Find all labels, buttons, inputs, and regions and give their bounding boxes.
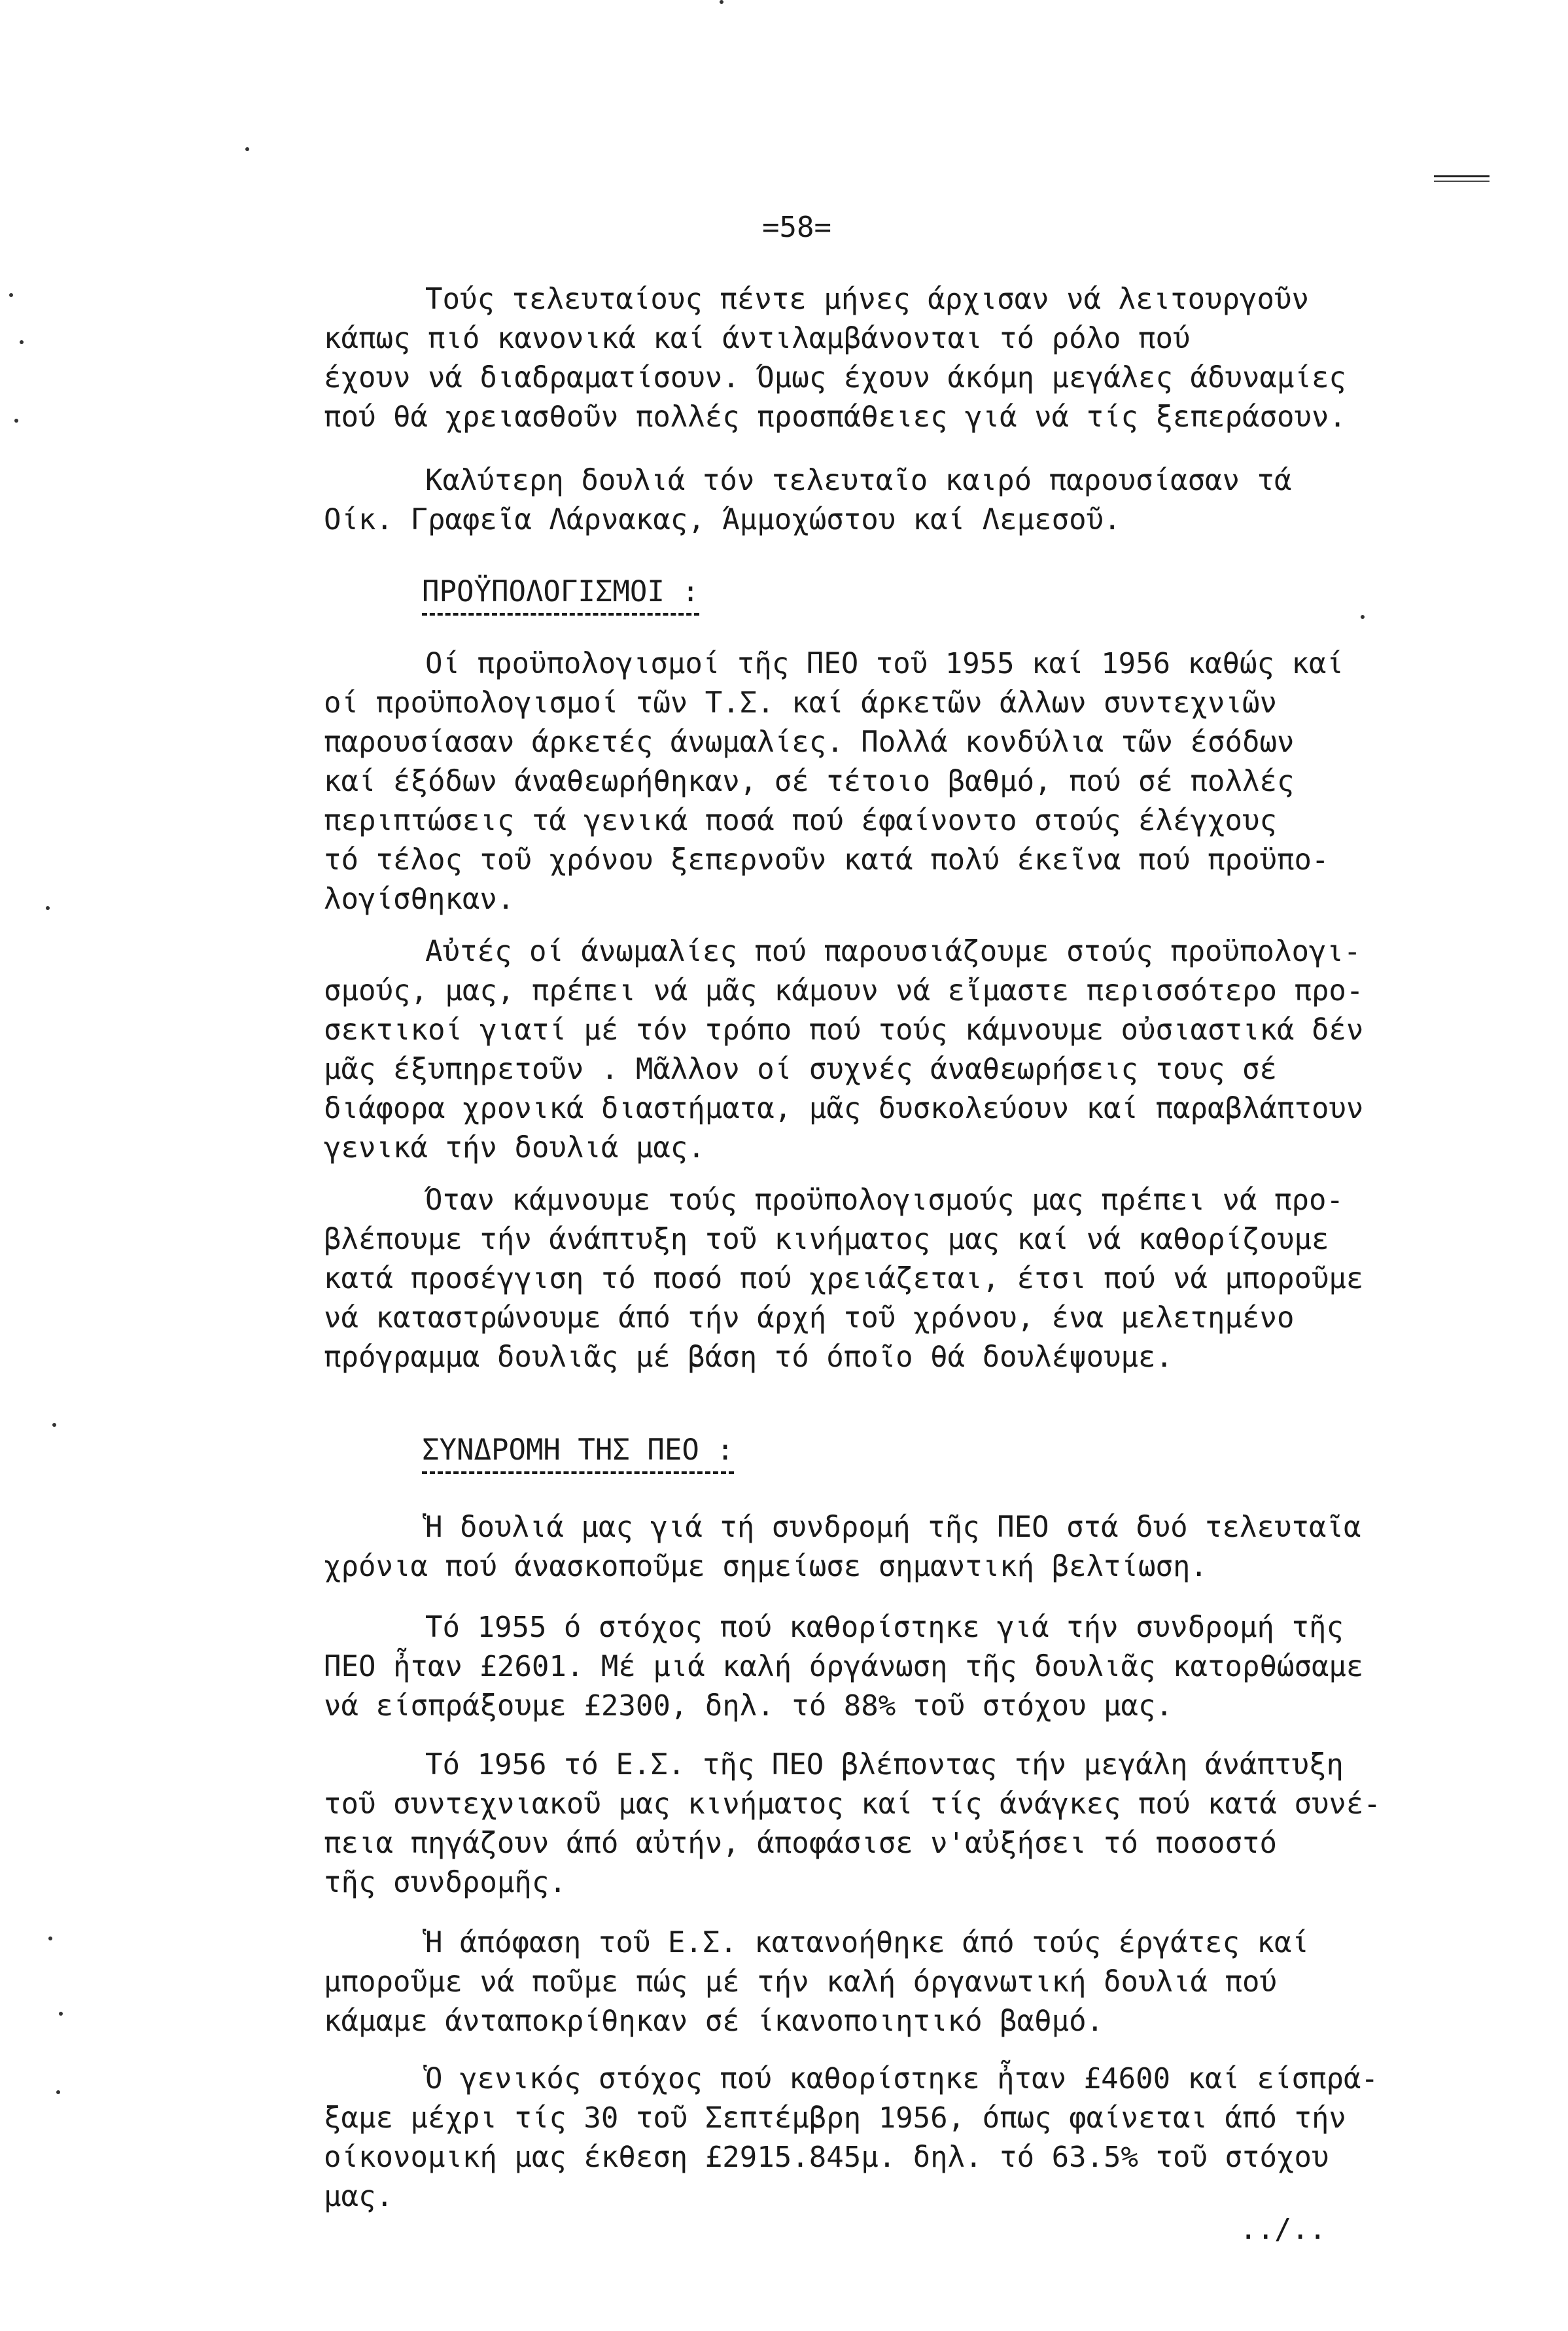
continuation-mark: ../.. bbox=[1240, 2213, 1327, 2246]
scan-speck bbox=[720, 0, 723, 4]
paragraph-sub-2 bbox=[324, 1608, 1541, 1726]
text-line: κάμαμε άνταποκρίθηκαν σέ ίκανοποιητικό βαθμό. bbox=[324, 2005, 1104, 2038]
text-line: πρόγραμμα δουλιᾶς μέ βάση τό όποῖο θά δουλέψουμε. bbox=[324, 1341, 1174, 1374]
text-line: νά καταστρώνουμε άπό τήν άρχή τοῦ χρόνου, ένα μελετημένο bbox=[324, 1301, 1295, 1335]
paragraph-intro-1 bbox=[324, 280, 1541, 437]
text-line: Ἡ άπόφαση τοῦ Ε.Σ. κατανοήθηκε άπό τούς έργάτες καί bbox=[425, 1926, 1310, 1959]
text-line: πού θά χρειασθοῦν πολλές προσπάθειες γιά νά τίς ξεπεράσουν. bbox=[324, 400, 1346, 434]
heading-budgets: ΠΡΟΫΠΟΛΟΓΙΣΜΟΙ : bbox=[422, 572, 699, 616]
text-line: μας. bbox=[324, 2180, 393, 2213]
paragraph-sub-3 bbox=[324, 1745, 1541, 1902]
text-line: Οί προϋπολογισμοί τῆς ΠΕΟ τοῦ 1955 καί 1956 καθώς καί bbox=[425, 647, 1344, 680]
top-right-rule bbox=[1434, 175, 1490, 177]
text-line: λογίσθηκαν. bbox=[324, 883, 515, 916]
scan-speck bbox=[9, 293, 13, 297]
text-line: σμούς, μας, πρέπει νά μᾶς κάμουν νά εἴμαστε περισσότερο προ- bbox=[324, 974, 1364, 1008]
text-line: πεια πηγάζουν άπό αὐτήν, άποφάσισε ν'αὐξήσει τό ποσοστό bbox=[324, 1827, 1277, 1860]
text-line: Καλύτερη δουλιά τόν τελευταῖο καιρό παρουσίασαν τά bbox=[425, 464, 1292, 497]
paragraph-budgets-1 bbox=[324, 644, 1541, 919]
text-line: τό τέλος τοῦ χρόνου ξεπερνοῦν κατά πολύ έκεῖνα πού προϋπο- bbox=[324, 843, 1329, 877]
text-line: περιπτώσεις τά γενικά ποσά πού έφαίνοντο στούς έλέγχους bbox=[324, 804, 1277, 837]
paragraph-intro-2 bbox=[324, 461, 1541, 540]
text-line: Όταν κάμνουμε τούς προϋπολογισμούς μας πρέπει νά προ- bbox=[425, 1183, 1344, 1217]
text-line: γενικά τήν δουλιά μας. bbox=[324, 1131, 705, 1165]
text-line: οί προϋπολογισμοί τῶν Τ.Σ. καί άρκετῶν άλλων συντεχνιῶν bbox=[324, 686, 1277, 720]
text-line: χρόνια πού άνασκοποῦμε σημείωσε σημαντική βελτίωση. bbox=[324, 1550, 1208, 1583]
text-line: Τό 1955 ό στόχος πού καθορίστηκε γιά τήν συνδρομή τῆς bbox=[425, 1611, 1344, 1644]
text-line: μᾶς έξυπηρετοῦν . Μᾶλλον οί συχνές άναθεωρήσεις τους σέ bbox=[324, 1053, 1277, 1086]
text-line: καί έξόδων άναθεωρήθηκαν, σέ τέτοιο βαθμό, πού σέ πολλές bbox=[324, 765, 1295, 798]
scan-speck bbox=[20, 340, 24, 344]
text-line: τῆς συνδρομῆς. bbox=[324, 1866, 566, 1899]
text-line: Οίκ. Γραφεῖα Λάρνακας, Άμμοχώστου καί Λεμεσοῦ. bbox=[324, 503, 1121, 536]
text-line: τοῦ συντεχνιακοῦ μας κινήματος καί τίς άνάγκες πού κατά συνέ- bbox=[324, 1787, 1381, 1821]
paragraph-sub-5 bbox=[324, 2059, 1541, 2217]
scan-speck bbox=[59, 2012, 63, 2016]
scan-speck bbox=[46, 906, 50, 910]
text-line: Τό 1956 τό Ε.Σ. τῆς ΠΕΟ βλέποντας τήν μεγάλη άνάπτυξη bbox=[425, 1748, 1344, 1781]
paragraph-budgets-3 bbox=[324, 1181, 1541, 1377]
scan-speck bbox=[56, 2090, 60, 2094]
text-line: κάπως πιό κανονικά καί άντιλαμβάνονται τό ρόλο πού bbox=[324, 322, 1191, 355]
text-line: διάφορα χρονικά διαστήματα, μᾶς δυσκολεύουν καί παραβλάπτουν bbox=[324, 1092, 1364, 1125]
paragraph-sub-4 bbox=[324, 1923, 1541, 2041]
scan-speck bbox=[245, 147, 249, 151]
text-line: σεκτικοί γιατί μέ τόν τρόπο πού τούς κάμνουμε οὐσιαστικά δέν bbox=[324, 1013, 1364, 1047]
text-line: παρουσίασαν άρκετές άνωμαλίες. Πολλά κονδύλια τῶν έσόδων bbox=[324, 726, 1295, 759]
text-line: Τούς τελευταίους πέντε μήνες άρχισαν νά λειτουργοῦν bbox=[425, 283, 1310, 316]
paragraph-budgets-2 bbox=[324, 932, 1541, 1168]
text-line: ξαμε μέχρι τίς 30 τοῦ Σεπτέμβρη 1956, όπως φαίνεται άπό τήν bbox=[324, 2101, 1346, 2135]
page-number: =58= bbox=[762, 211, 831, 244]
text-line: κατά προσέγγιση τό ποσό πού χρειάζεται, έτσι πού νά μποροῦμε bbox=[324, 1262, 1364, 1295]
paragraph-sub-1 bbox=[324, 1508, 1541, 1586]
scan-speck bbox=[1361, 615, 1365, 619]
scan-speck bbox=[14, 419, 18, 423]
text-line: βλέπουμε τήν άνάπτυξη τοῦ κινήματος μας καί νά καθορίζουμε bbox=[324, 1223, 1329, 1256]
scan-speck bbox=[48, 1937, 52, 1940]
text-line: μποροῦμε νά ποῦμε πώς μέ τήν καλή όργανωτική δουλιά πού bbox=[324, 1965, 1277, 1999]
text-line: Ἡ δουλιά μας γιά τή συνδρομή τῆς ΠΕΟ στά δυό τελευταῖα bbox=[425, 1511, 1361, 1544]
top-right-rule-2 bbox=[1434, 181, 1490, 182]
text-line: νά είσπράξουμε £2300, δηλ. τό 88% τοῦ στόχου μας. bbox=[324, 1689, 1174, 1723]
text-line: έχουν νά διαδραματίσουν. Όμως έχουν άκόμη μεγάλες άδυναμίες bbox=[324, 361, 1346, 394]
heading-subscription: ΣΥΝΔΡΟΜΗ ΤΗΣ ΠΕΟ : bbox=[422, 1431, 734, 1474]
text-line: Αὐτές οί άνωμαλίες πού παρουσιάζουμε στούς προϋπολογι- bbox=[425, 935, 1361, 968]
text-line: οίκονομική μας έκθεση £2915.845μ. δηλ. τό 63.5% τοῦ στόχου bbox=[324, 2141, 1329, 2174]
text-line: ΠΕΟ ἦταν £2601. Μέ μιά καλή όργάνωση τῆς δουλιᾶς κατορθώσαμε bbox=[324, 1650, 1364, 1683]
text-line: Ὁ γενικός στόχος πού καθορίστηκε ἦταν £4600 καί είσπρά- bbox=[425, 2062, 1378, 2095]
scan-speck bbox=[52, 1423, 56, 1427]
